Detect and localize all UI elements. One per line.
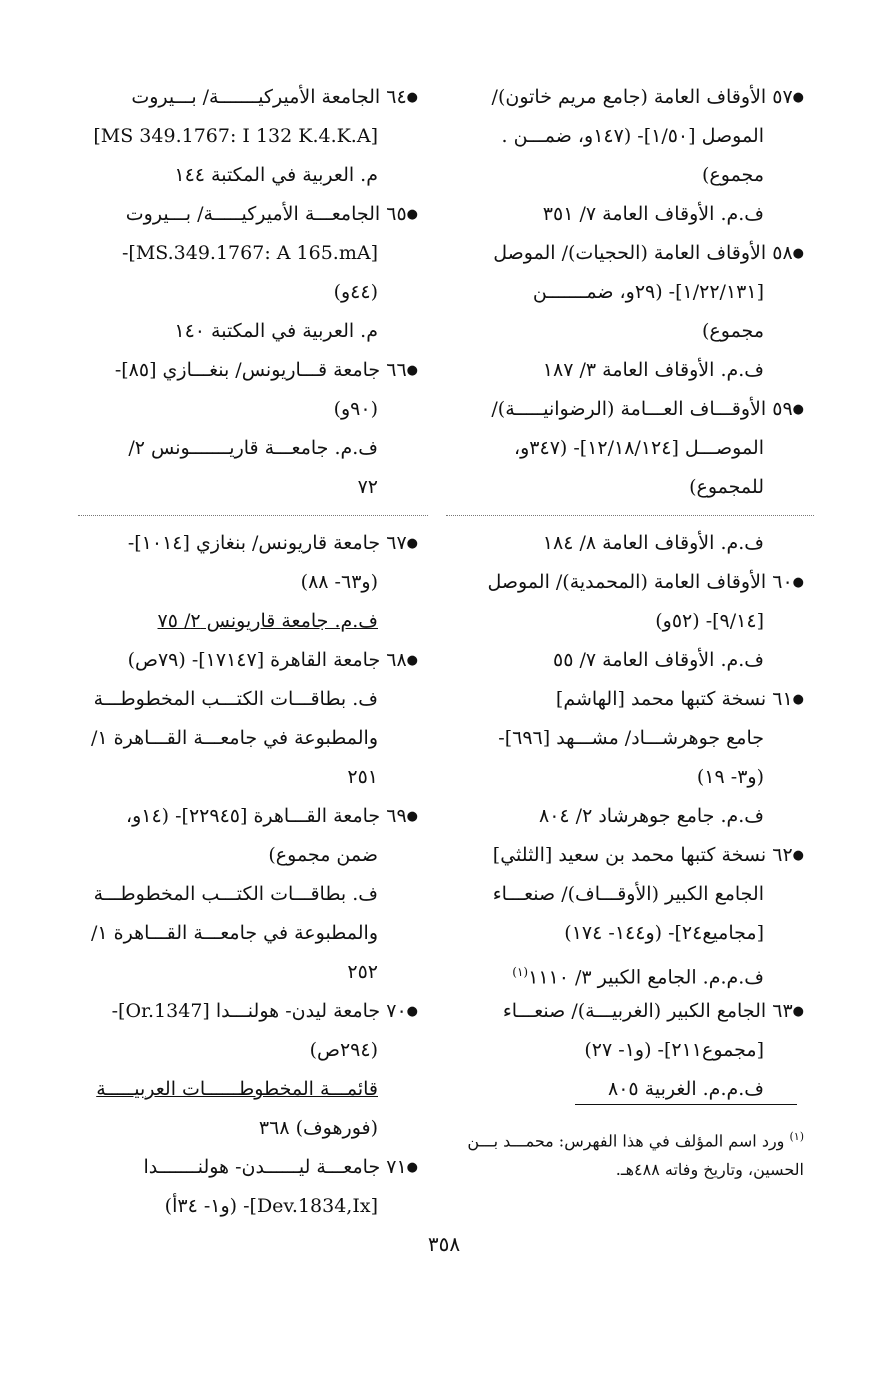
entry-line: الموصـــل [١٢/١٨/١٢٤]- (٣٤٧و،	[513, 437, 764, 459]
entry-68	[78, 641, 418, 797]
entry-line: [MS.349.1767: A 165.mA]-	[121, 242, 378, 264]
entry-reference: ف.م. الأوقاف العامة ٧/ ٥٥	[553, 649, 764, 671]
entry-reference	[78, 1070, 418, 1109]
entry-line: (٩٠و)	[333, 398, 378, 420]
entry-reference: ف.م. جامع جوهرشاد ٢/ ٨٠٤	[538, 805, 764, 827]
entry-line: ضمن مجموع)	[268, 844, 378, 866]
bullet-icon: ●	[792, 848, 804, 863]
entry-line: [١/٢٢/١٣١]- (٢٩و، ضمـــــــن	[532, 281, 764, 303]
entry-heading: ●٦٣ الجامع الكبير (الغربيـــة)/ صنعـــاء	[502, 1000, 804, 1022]
bullet-icon: ●	[792, 575, 804, 590]
entry-line: [٩/١٤]- (٥٢و)	[655, 610, 764, 632]
bullet-icon: ●	[406, 90, 418, 105]
entry-heading: ●٦٦ جامعة قـــاريونس/ بنغـــازي [٨٥]-	[114, 359, 418, 381]
bullet-icon: ●	[792, 90, 804, 105]
entry-71	[78, 1148, 418, 1226]
footnote-line: الحسين، وتاريخ وفاته ٤٨٨هـ.	[615, 1160, 804, 1179]
entry-line: (و٦٣- ٨٨)	[300, 571, 378, 593]
bullet-icon: ●	[406, 536, 418, 551]
bullet-icon: ●	[792, 402, 804, 417]
entry-reference: ف.م. الأوقاف العامة ٣/ ١٨٧	[542, 359, 764, 381]
entry-reference: (فورهوف) ٣٦٨	[258, 1117, 378, 1139]
entry-line: [Dev.1834,Ix]- (و١- ٣٤أ)	[164, 1195, 378, 1217]
entry-heading: ●٦٠ الأوقاف العامة (المحمدية)/ الموصل	[487, 571, 804, 593]
bullet-icon: ●	[792, 246, 804, 261]
entry-reference: م. العربية في المكتبة ١٤٠	[174, 320, 378, 342]
entry-reference: ف.م.م. الجامع الكبير ٣/ ١١١٠$^{(١)}$	[512, 965, 764, 989]
entry-heading: ●٧١ جامعـــة ليــــــدن- هولنـــــــدا	[143, 1156, 418, 1178]
entry-reference: ٢٥٢	[347, 961, 378, 983]
entry-line: [MS 349.1767: I 132 K.4.K.A]	[93, 125, 378, 147]
entry-62	[446, 836, 804, 992]
entry-64	[78, 78, 418, 195]
entry-heading: ●٥٧ الأوقاف العامة (جامع مريم خاتون)/	[491, 86, 804, 108]
footnote-marker: (١)	[512, 965, 529, 979]
bullet-icon: ●	[406, 1004, 418, 1019]
entry-reference: ف.م. الأوقاف العامة ٨/ ١٨٤	[542, 532, 764, 554]
entry-line: مجموع)	[702, 320, 764, 342]
entry-line: (٢٩٤ص)	[309, 1039, 378, 1061]
entry-heading: ●٦٧ جامعة قاريونس/ بنغازي [١٠١٤]-	[127, 532, 418, 554]
entry-heading: ●٦١ نسخة كتبها محمد [الهاشم]	[555, 688, 804, 710]
entry-reference	[78, 602, 418, 641]
entry-line: للمجموع)	[689, 476, 764, 498]
entry-reference: ٢٥١	[347, 766, 378, 788]
entry-69	[78, 797, 418, 992]
entry-line: (و٣- ١٩)	[696, 766, 764, 788]
entry-line: الجامع الكبير (الأوقـــاف)/ صنعـــاء	[492, 883, 764, 905]
entry-58	[446, 234, 804, 390]
entry-line: [مجاميع٢٤]- (و١٤٤- ١٧٤)	[564, 922, 764, 944]
footnote-rule	[575, 1104, 797, 1105]
entry-line: [مجموع٢١١]- (و١- ٢٧)	[584, 1039, 764, 1061]
entry-reference: ف.م. جامعـــة قاريـــــــونس ٢/	[128, 437, 378, 459]
entry-heading: ●٦٢ نسخة كتبها محمد بن سعيد [الثلثي]	[492, 844, 804, 866]
bullet-icon: ●	[406, 1160, 418, 1175]
bullet-icon: ●	[406, 809, 418, 824]
bullet-icon: ●	[792, 692, 804, 707]
entry-59	[446, 390, 804, 563]
dotted-divider	[78, 515, 428, 516]
entry-line: مجموع)	[702, 164, 764, 186]
footnote-marker: (١)	[789, 1130, 804, 1143]
entry-60	[446, 563, 804, 680]
entry-heading: ●٦٩ جامعة القـــاهرة [٢٢٩٤٥]- (١٤و،	[125, 805, 418, 827]
page-number: ٣٥٨	[427, 1232, 461, 1256]
entry-65	[78, 195, 418, 351]
footnote	[458, 1120, 804, 1186]
entry-reference: ف.م.م. الغربية ٨٠٥	[608, 1078, 764, 1100]
entry-reference: والمطبوعة في جامعـــة القـــاهرة ١/	[91, 922, 378, 944]
entry-reference: ف. بطاقـــات الكتـــب المخطوطـــة	[93, 883, 378, 905]
entry-heading: ●٦٤ الجامعة الأميركيـــــــة/ بـــيروت	[131, 86, 418, 108]
entry-reference-text: ف.م. جامعة قاريونس ٢/ ٧٥	[157, 610, 378, 632]
right-column	[446, 78, 804, 1109]
bullet-icon: ●	[406, 653, 418, 668]
bullet-icon: ●	[406, 207, 418, 222]
footnote-line: $^{(١)}$ ورد اسم المؤلف في هذا الفهرس: محمـــد بـــن	[467, 1130, 804, 1151]
entry-61	[446, 680, 804, 836]
entry-57	[446, 78, 804, 234]
entry-reference: والمطبوعة في جامعـــة القـــاهرة ١/	[91, 727, 378, 749]
entry-67	[78, 524, 418, 641]
entry-reference-text: قائمـــة المخطوطــــــات العربيـــــة	[96, 1078, 378, 1100]
entry-heading: ●٥٩ الأوقـــاف العـــامة (الرضوانيـــــة)/	[491, 398, 804, 420]
entry-66	[78, 351, 418, 516]
entry-heading: ●٧٠ جامعة ليدن- هولنـــدا [Or.1347]-	[111, 1000, 418, 1022]
entry-line: (٤٤و)	[333, 281, 378, 303]
entry-70	[78, 992, 418, 1148]
entry-line: الموصل [١/٥٠]- (١٤٧و، ضمـــن .	[501, 125, 764, 147]
entry-heading: ●٦٨ جامعة القاهرة [١٧١٤٧]- (٧٩ص)	[127, 649, 418, 671]
entry-reference: ف.م. الأوقاف العامة ٧/ ٣٥١	[542, 203, 764, 225]
entry-heading: ●٥٨ الأوقاف العامة (الحجيات)/ الموصل	[493, 242, 804, 264]
entry-line: جامع جوهرشـــاد/ مشـــهد [٦٩٦]-	[498, 727, 764, 749]
entry-63	[446, 992, 804, 1109]
entry-reference: ٧٢	[357, 476, 378, 498]
left-column	[78, 78, 418, 1226]
entry-reference: ف. بطاقـــات الكتـــب المخطوطـــة	[93, 688, 378, 710]
bullet-icon: ●	[792, 1004, 804, 1019]
bullet-icon: ●	[406, 363, 418, 378]
entry-heading: ●٦٥ الجامعـــة الأميركيـــــة/ بـــيروت	[125, 203, 418, 225]
dotted-divider	[446, 515, 814, 516]
entry-reference: م. العربية في المكتبة ١٤٤	[174, 164, 378, 186]
